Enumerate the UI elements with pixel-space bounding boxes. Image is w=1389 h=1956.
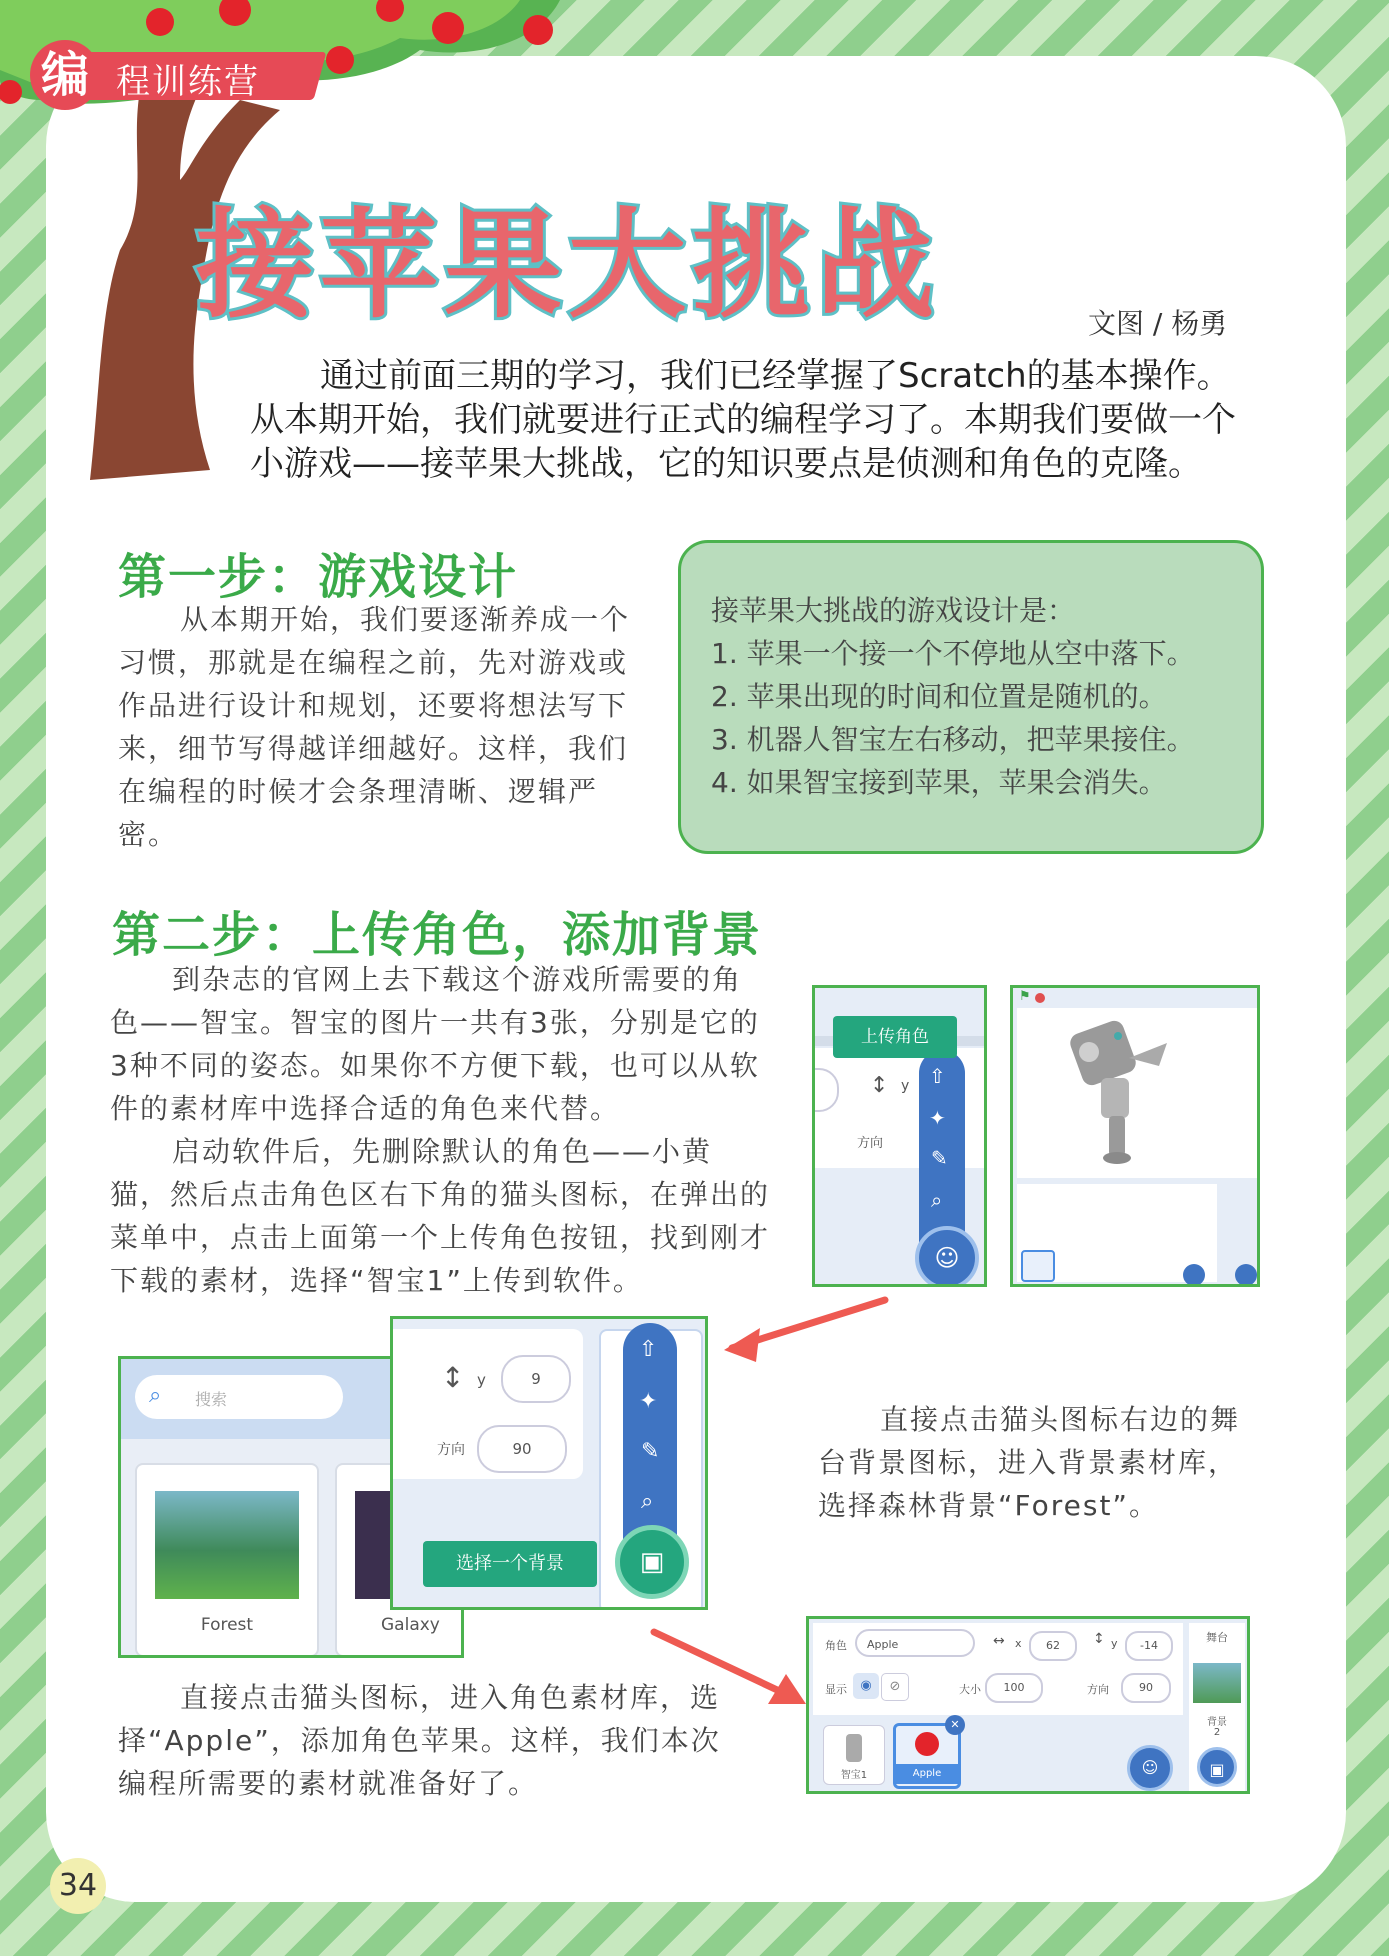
badge-char: 编 <box>30 40 100 110</box>
design-box <box>678 540 1264 854</box>
step2-para2: 启动软件后，先删除默认的角色——小黄猫，然后点击角色区右下角的猫头图标，在弹出的菜单中，点击上面第一个上传角色按钮，找到刚才下载的素材，选择“智宝1”上传到软件。 <box>110 1135 771 1297</box>
search-input[interactable] <box>135 1375 343 1419</box>
upload-tooltip: 上传角色 <box>833 1016 957 1058</box>
surprise-icon[interactable]: ✦ <box>639 1389 658 1414</box>
x-label: x <box>1015 1637 1022 1650</box>
sprite-label: 角色 <box>825 1639 847 1652</box>
step1-text: 从本期开始，我们要逐渐养成一个习惯，那就是在编程之前，先对游戏或作品进行设计和规划，还要将想法写下来，细节写得越详细越好。这样，我们在编程的时候才会条理清晰、逻辑严密。 <box>118 603 631 851</box>
y-label: y <box>901 1078 910 1094</box>
step2-body <box>110 958 770 1302</box>
direction-field[interactable]: 90 <box>477 1425 567 1473</box>
thumb-label: 智宝1 <box>840 1770 868 1781</box>
backdrop-icon[interactable] <box>1235 1264 1257 1286</box>
robot-sprite <box>1017 1008 1257 1178</box>
hide-eye-icon[interactable]: ⊘ <box>881 1673 909 1701</box>
sprite-thumb-zhibao[interactable] <box>823 1725 885 1785</box>
paint-icon[interactable]: ✎ <box>931 1146 948 1170</box>
size-field[interactable]: 100 <box>985 1673 1043 1703</box>
apple-caption <box>118 1676 738 1805</box>
cat-head-icon[interactable]: ☺ <box>1127 1745 1173 1791</box>
screenshot-stage-robot <box>1010 985 1260 1287</box>
design-item: 2. 苹果出现的时间和位置是随机的。 <box>711 680 1167 713</box>
backdrop-label: 背景 <box>1207 1717 1227 1728</box>
stage-panel <box>1189 1623 1245 1791</box>
design-item: 1. 苹果一个接一个不停地从空中落下。 <box>711 637 1195 670</box>
delete-icon[interactable]: ✕ <box>945 1715 965 1735</box>
y-field[interactable]: 9 <box>501 1355 571 1403</box>
direction-label: 方向 <box>1087 1683 1109 1696</box>
sprite-name-field[interactable]: Apple <box>855 1629 975 1657</box>
forest-thumbnail <box>155 1491 299 1599</box>
screenshot-backdrop-menu <box>390 1316 708 1610</box>
design-item: 4. 如果智宝接到苹果，苹果会消失。 <box>711 766 1167 799</box>
backdrop-count: 2 <box>1213 1727 1221 1738</box>
direction-label: 方向 <box>857 1136 884 1151</box>
stop-icon[interactable] <box>1035 993 1045 1003</box>
upload-icon[interactable]: ⇧ <box>929 1064 946 1088</box>
apple-caption-text: 直接点击猫头图标，进入角色素材库，选择“Apple”，添加角色苹果。这样，我们本次编程所需要的素材就准备好了。 <box>118 1681 721 1800</box>
x-arrows-icon: ↔ <box>993 1633 1005 1649</box>
author-credit: 文图 / 杨勇 <box>1088 307 1228 340</box>
y-label: y <box>1111 1637 1118 1650</box>
step2-heading: 第二步：上传角色，添加背景 <box>112 907 763 963</box>
search-icon[interactable]: ⌕ <box>641 1489 654 1514</box>
robot-thumbnail <box>846 1734 862 1762</box>
stage-header <box>1013 988 1257 1008</box>
updown-icon: ↕ <box>870 1073 889 1098</box>
backdrop-card-forest[interactable] <box>135 1463 319 1657</box>
intro-text: 通过前面三期的学习，我们已经掌握了Scratch的基本操作。从本期开始，我们就要进行正式的编程学习了。本期我们要做一个小游戏——接苹果大挑战，它的知识要点是侦测和角色的克隆。 <box>250 356 1236 484</box>
updown-icon: ↕ <box>1093 1631 1105 1647</box>
x-field[interactable]: 62 <box>1029 1631 1077 1661</box>
backdrop-caption-text: 直接点击猫头图标右边的舞台背景图标，进入背景素材库，选择森林背景“Forest”。 <box>818 1403 1241 1522</box>
forest-label: Forest <box>200 1615 254 1635</box>
step1-heading: 第一步：游戏设计 <box>118 549 519 605</box>
show-label: 显示 <box>825 1683 847 1696</box>
cat-head-icon[interactable]: ☺ <box>915 1226 979 1287</box>
updown-icon: ↕ <box>441 1361 465 1394</box>
cat-head-icon[interactable] <box>1183 1264 1205 1286</box>
backdrop-caption <box>818 1398 1258 1527</box>
green-flag-icon[interactable]: ⚑ <box>1019 989 1031 1004</box>
section-badge <box>30 40 340 110</box>
page-number: 34 <box>50 1858 106 1914</box>
upload-icon[interactable]: ⇧ <box>639 1337 658 1362</box>
direction-field[interactable]: 90 <box>1121 1673 1171 1703</box>
design-item: 3. 机器人智宝左右移动，把苹果接住。 <box>711 723 1195 756</box>
apple-thumbnail <box>915 1732 939 1756</box>
paint-icon[interactable]: ✎ <box>641 1439 660 1464</box>
sprite-thumb[interactable] <box>1021 1250 1055 1282</box>
choose-backdrop-icon[interactable]: ▣ <box>615 1525 689 1599</box>
eye-icon[interactable]: ◉ <box>853 1673 879 1699</box>
surprise-icon[interactable]: ✦ <box>929 1106 946 1130</box>
screenshot-sprite-menu <box>812 985 987 1287</box>
stage-label: 舞台 <box>1206 1631 1228 1644</box>
arrow-icon <box>720 1290 900 1370</box>
choose-backdrop-tooltip: 选择一个背景 <box>423 1541 597 1587</box>
y-label: y <box>477 1371 486 1389</box>
search-icon: ⌕ <box>149 1383 162 1408</box>
stage-canvas <box>1017 1008 1257 1178</box>
direction-label: 方向 <box>437 1442 465 1458</box>
intro-paragraph <box>250 354 1250 486</box>
badge-text: 程训练营 <box>116 62 260 102</box>
screenshot-sprite-apple <box>806 1616 1250 1794</box>
design-box-title: 接苹果大挑战的游戏设计是： <box>711 594 1076 627</box>
search-icon[interactable]: ⌕ <box>931 1188 943 1212</box>
size-label: 大小 <box>959 1683 981 1696</box>
article-title: 接苹果大挑战 <box>196 196 941 334</box>
step1-body <box>118 598 638 856</box>
y-field[interactable]: -14 <box>1125 1631 1173 1661</box>
search-placeholder: 搜索 <box>195 1390 228 1409</box>
galaxy-label: Galaxy <box>381 1615 440 1635</box>
stage-thumbnail[interactable] <box>1193 1663 1241 1703</box>
step2-para1: 到杂志的官网上去下载这个游戏所需要的角色——智宝。智宝的图片一共有3张，分别是它的3种不同的姿态。如果你不方便下载，也可以从软件的素材库中选择合适的角色来代替。 <box>110 963 760 1125</box>
backdrop-icon[interactable]: ▣ <box>1197 1747 1237 1787</box>
thumb-label: Apple <box>896 1764 958 1784</box>
